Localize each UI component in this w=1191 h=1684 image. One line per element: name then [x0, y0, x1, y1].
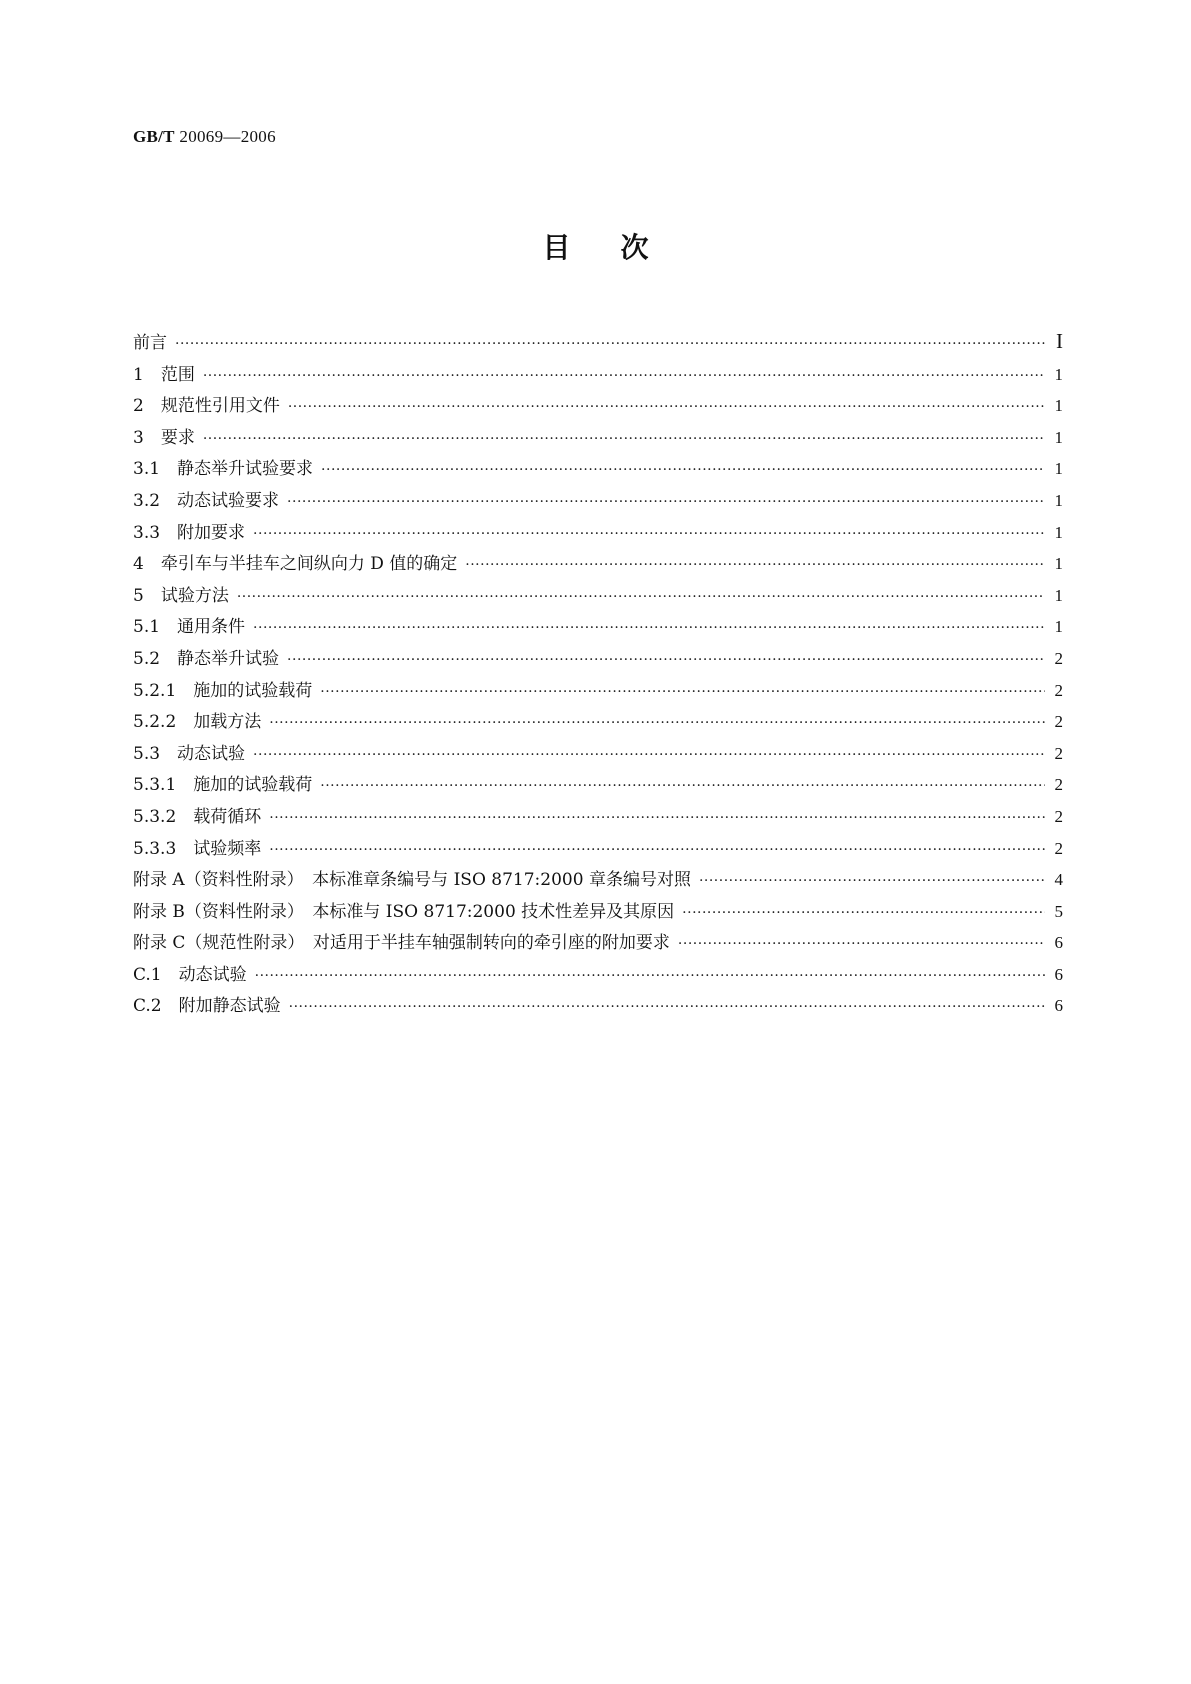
standard-number: 20069—2006: [179, 127, 276, 146]
toc-entry-5-2-2[interactable]: [133, 707, 1063, 739]
toc-entry-label: 3.2 动态试验要求: [133, 490, 280, 511]
toc-leader-dots: [175, 336, 1045, 352]
toc-entry-page: 1: [1054, 364, 1063, 384]
toc-leader-dots: [287, 652, 1045, 668]
toc-entry-label: C.2 附加静态试验: [133, 996, 281, 1017]
toc-entry-label: 附录 C（规范性附录） 对适用于半挂车轴强制转向的牵引座的附加要求: [133, 933, 670, 954]
toc-entry-page: 4: [1054, 870, 1063, 890]
toc-entry-3-2[interactable]: [133, 486, 1063, 518]
toc-entry-page: 2: [1054, 680, 1063, 700]
toc-leader-dots: [269, 715, 1045, 731]
toc-entry-page: 5: [1054, 901, 1063, 921]
toc-entry-5-3-3[interactable]: [133, 834, 1063, 866]
toc-entry-4[interactable]: [133, 549, 1063, 581]
toc-leader-dots: [269, 842, 1045, 858]
toc-leader-dots: [288, 399, 1045, 415]
toc-entry-5-2[interactable]: [133, 644, 1063, 676]
toc-leader-dots: [269, 810, 1045, 826]
toc-leader-dots: [253, 747, 1045, 763]
toc-entry-3-3[interactable]: [133, 518, 1063, 550]
toc-entry-annex-c[interactable]: [133, 928, 1063, 960]
toc-entry-label: 5.2.2 加载方法: [133, 712, 262, 733]
toc-entry-label: 5.3 动态试验: [133, 743, 246, 764]
toc-entry-label: 5.2 静态举升试验: [133, 648, 280, 669]
toc-leader-dots: [465, 557, 1045, 573]
toc-entry-label: C.1 动态试验: [133, 964, 247, 985]
toc-entry-annex-a[interactable]: [133, 865, 1063, 897]
toc-entry-page: 1: [1054, 459, 1063, 479]
toc-entry-page: 1: [1054, 617, 1063, 637]
toc-entry-page: 1: [1054, 522, 1063, 542]
toc-leader-dots: [678, 936, 1045, 952]
toc-entry-page: 6: [1054, 933, 1063, 953]
toc-entry-page: 1: [1054, 427, 1063, 447]
toc-entry-label: 3.3 附加要求: [133, 522, 246, 543]
toc-leader-dots: [321, 462, 1045, 478]
toc-leader-dots: [320, 778, 1045, 794]
toc-entry-page: 6: [1054, 996, 1063, 1016]
toc-entry-5-1[interactable]: [133, 612, 1063, 644]
toc-entry-label: 3 要求: [133, 427, 195, 448]
toc-entry-c-1[interactable]: [133, 960, 1063, 992]
toc-entry-label: 5.3.1 施加的试验载荷: [133, 775, 313, 796]
toc-leader-dots: [320, 684, 1045, 700]
toc-entry-page: 6: [1054, 964, 1063, 984]
toc-entry-label: 5.3.2 载荷循环: [133, 806, 262, 827]
toc-entry-5-3-2[interactable]: [133, 802, 1063, 834]
toc-entry-c-2[interactable]: [133, 991, 1063, 1023]
toc-leader-dots: [253, 620, 1045, 636]
toc-entry-page: 2: [1054, 806, 1063, 826]
toc-entry-page: 2: [1054, 648, 1063, 668]
toc-leader-dots: [255, 968, 1045, 984]
toc-entry-label: 5.3.3 试验频率: [133, 838, 262, 859]
toc-entry-5-3[interactable]: [133, 739, 1063, 771]
toc-entry-label: 附录 A（资料性附录） 本标准章条编号与 ISO 8717:2000 章条编号对照: [133, 870, 691, 891]
toc-entry-label: 5.2.1 施加的试验载荷: [133, 680, 313, 701]
toc-leader-dots: [253, 526, 1045, 542]
toc-entry-5-3-1[interactable]: [133, 770, 1063, 802]
toc-entry-foreword[interactable]: [133, 328, 1063, 360]
toc-entry-1[interactable]: [133, 360, 1063, 392]
toc-entry-label: 4 牵引车与半挂车之间纵向力 D 值的确定: [133, 554, 458, 575]
toc-entry-page: 1: [1054, 585, 1063, 605]
standard-code: [133, 127, 276, 147]
toc-leader-dots: [203, 431, 1045, 447]
toc-entry-page: 2: [1054, 712, 1063, 732]
toc-entry-2[interactable]: [133, 391, 1063, 423]
toc-entry-label: 5 试验方法: [133, 585, 229, 606]
toc-entry-label: 前言: [133, 333, 167, 353]
toc-entry-label: 2 规范性引用文件: [133, 396, 280, 417]
standard-prefix: GB/T: [133, 127, 175, 146]
toc-entry-label: 5.1 通用条件: [133, 617, 246, 638]
toc-entry-page: 2: [1054, 775, 1063, 795]
toc-entry-page: 2: [1054, 743, 1063, 763]
toc-entry-page: 1: [1054, 490, 1063, 510]
toc-leader-dots: [203, 368, 1045, 384]
toc-leader-dots: [289, 999, 1045, 1015]
toc-entry-page: 1: [1054, 554, 1063, 574]
toc-leader-dots: [699, 873, 1045, 889]
page-title: 目次: [542, 231, 699, 264]
toc-entry-5-2-1[interactable]: [133, 676, 1063, 708]
toc-entry-5[interactable]: [133, 581, 1063, 613]
toc-entry-3[interactable]: [133, 423, 1063, 455]
toc-entry-3-1[interactable]: [133, 454, 1063, 486]
toc-leader-dots: [237, 589, 1045, 605]
toc-entry-page: 2: [1054, 838, 1063, 858]
toc-entry-annex-b[interactable]: [133, 897, 1063, 929]
toc-entry-label: 1 范围: [133, 364, 195, 385]
toc-entry-label: 3.1 静态举升试验要求: [133, 459, 314, 480]
toc-entry-page: 1: [1054, 396, 1063, 416]
toc-entry-page: I: [1056, 329, 1063, 353]
table-of-contents: [133, 328, 1063, 1023]
toc-leader-dots: [682, 905, 1045, 921]
toc-entry-label: 附录 B（资料性附录） 本标准与 ISO 8717:2000 技术性差异及其原因: [133, 901, 675, 922]
toc-leader-dots: [287, 494, 1045, 510]
